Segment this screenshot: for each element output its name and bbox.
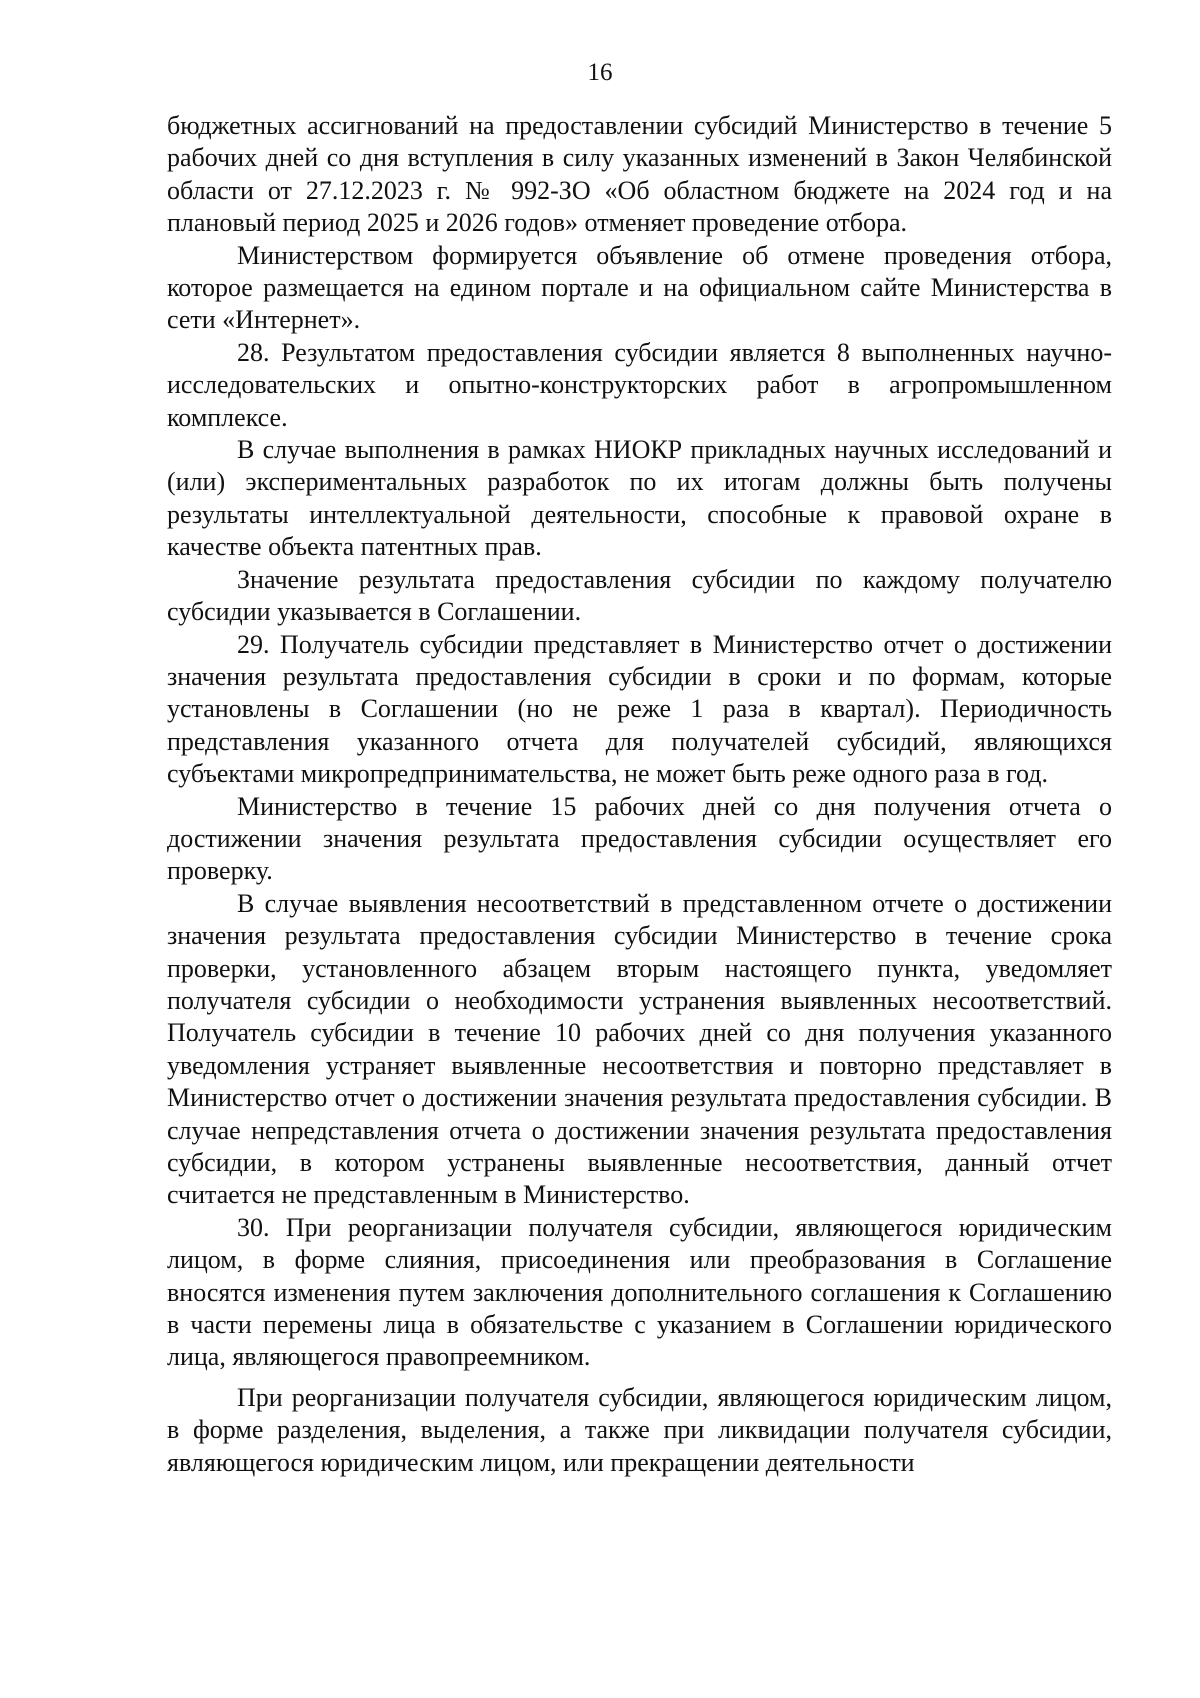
page-number: 16 (587, 59, 613, 86)
paragraph-item-30: 30. При реорганизации получателя субсидии, являющегося юридическим лицом, в форме слияния, присоединения или преобразования в Соглашение вносятся изменения путем заключения дополнительного соглашения к Соглашению в части перемены лица в обязательстве с указанием в Соглашении юридического лица, являющегося правопреемником. (167, 1212, 1112, 1372)
paragraph-niokr-results: В случае выполнения в рамках НИОКР прикладных научных исследований и (или) экспериментальных разработок по их итогам должны быть получены результаты интеллектуальной деятельности, способные к правовой охране в качестве объекта патентных прав. (167, 435, 1112, 562)
document-body (167, 110, 1112, 1479)
paragraph-reorganization: При реорганизации получателя субсидии, являющегося юридическим лицом, в форме разделения, выделения, а также при ликвидации получателя субсидии, являющегося юридическим лицом, или прекращении деятельности (167, 1382, 1112, 1477)
paragraph-continuation: бюджетных ассигнований на предоставлении субсидий Министерство в течение 5 рабочих дней со дня вступления в силу указанных изменений в Закон Челябинской области от 27.12.2023 г. № 992-ЗО «Об областном бюджете на 2024 год и на плановый период 2025 и 2026 годов» отменяет проведение отбора. (167, 111, 1112, 238)
paragraph-item-29: 29. Получатель субсидии представляет в Министерство отчет о достижении значения результата предоставления субсидии в сроки и по формам, которые установлены в Соглашении (но не реже 1 раза в квартал). Периодичность представления указанного отчета для получателей субсидий, являющихся субъектами микропредпринимательства, не может быть реже одного раза в год. (167, 629, 1112, 789)
paragraph-cancellation-notice: Министерством формируется объявление об отмене проведения отбора, которое размещается на едином портале и на официальном сайте Министерства в сети «Интернет». (167, 240, 1112, 335)
paragraph-item-28: 28. Результатом предоставления субсидии является 8 выполненных научно-исследовательских и опытно-конструкторских работ в агропромышленном комплексе. (167, 337, 1112, 432)
paragraph-result-value: Значение результата предоставления субсидии по каждому получателю субсидии указывается в Соглашении. (167, 564, 1112, 627)
paragraph-report-check: Министерство в течение 15 рабочих дней со дня получения отчета о достижении значения результата предоставления субсидии осуществляет его проверку. (167, 791, 1112, 886)
paragraph-discrepancies: В случае выявления несоответствий в представленном отчете о достижении значения результата предоставления субсидии Министерство в течение срока проверки, установленного абзацем вторым настоящего пункта, уведомляет получателя субсидии о необходимости устранения выявленных несоответствий. Получатель субсидии в течение 10 рабочих дней со дня получения указанного уведомления устраняет выявленные несоответствия и повторно представляет в Министерство отчет о достижении значения результата предоставления субсидии. В случае непредставления отчета о достижении значения результата предоставления субсидии, в котором устранены выявленные несоответствия, данный отчет считается не представленным в Министерство. (167, 888, 1112, 1210)
